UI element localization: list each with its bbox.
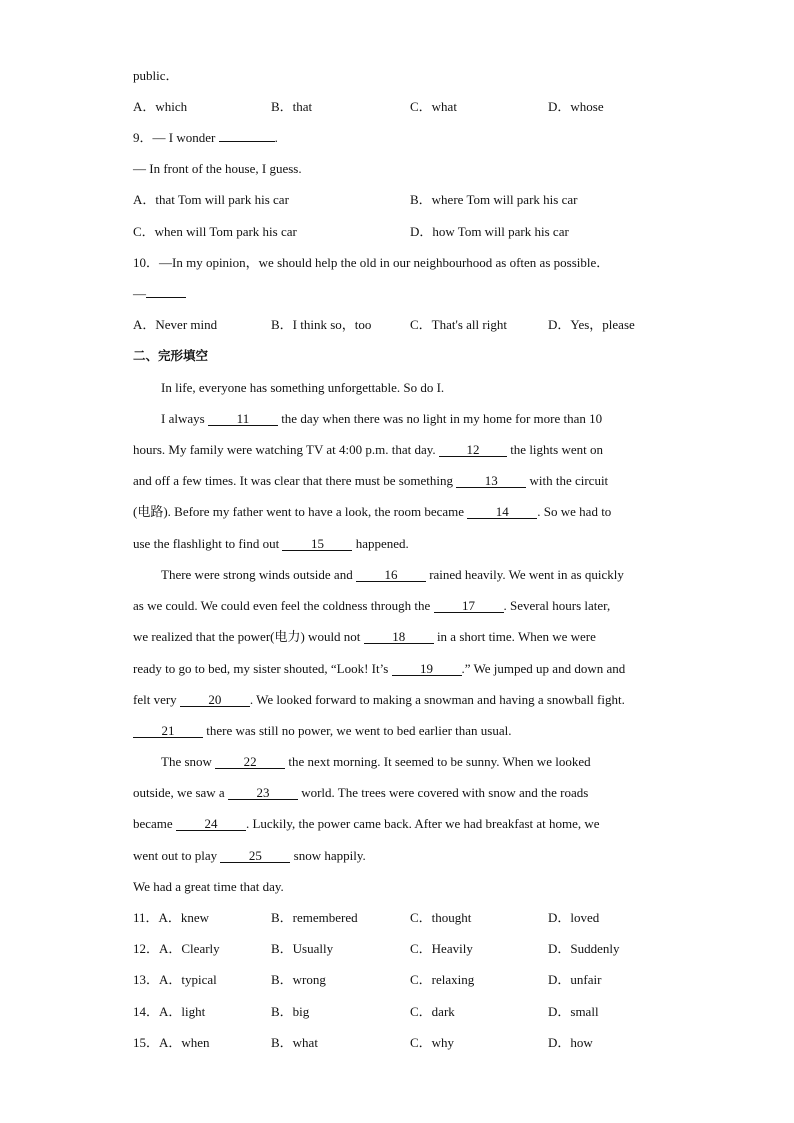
passage-line: became 24 . Luckily, the power came back. After we had breakfast at home, we — [133, 816, 600, 831]
passage-line: The snow 22 the next morning. It seemed to be sunny. When we looked — [161, 754, 591, 769]
q9-option-a[interactable]: A．that Tom will park his car — [133, 192, 289, 207]
q9-option-d[interactable]: D．how Tom will park his car — [410, 224, 569, 239]
q8-stem-tail: public． — [133, 68, 179, 83]
choice-row-12 — [133, 941, 693, 957]
choice-option[interactable]: 12．A．Clearly — [133, 941, 220, 956]
q9-stem: 9．— I wonder . — [133, 130, 278, 145]
section-title-cloze: 二、完形填空 — [133, 348, 209, 363]
choice-option[interactable]: C．Heavily — [410, 941, 473, 956]
q10-option-d[interactable]: D．Yes，please — [548, 317, 635, 332]
passage-line: hours. My family were watching TV at 4:00 p.m. that day. 12 the lights went on — [133, 442, 603, 457]
choice-option[interactable]: D．Suddenly — [548, 941, 620, 956]
cloze-blank-20[interactable]: 20 — [180, 693, 250, 707]
choice-row-11 — [133, 910, 693, 926]
q9-option-c[interactable]: C．when will Tom park his car — [133, 224, 297, 239]
q10-option-c[interactable]: C．That's all right — [410, 317, 507, 332]
cloze-blank-19[interactable]: 19 — [392, 662, 462, 676]
choice-option[interactable]: B．what — [271, 1035, 318, 1050]
choice-option[interactable]: D．small — [548, 1004, 599, 1019]
passage-line: we realized that the power(电力) would not 18 in a short time. When we were — [133, 629, 596, 644]
passage-line: ready to go to bed, my sister shouted, “Look! It’s 19 .” We jumped up and down and — [133, 661, 626, 676]
passage-line: went out to play 25 snow happily. — [133, 848, 366, 863]
q8-option-a[interactable]: A．which — [133, 99, 188, 114]
choice-option[interactable]: C．relaxing — [410, 972, 475, 987]
passage-line: There were strong winds outside and 16 rained heavily. We went in as quickly — [161, 567, 624, 582]
choice-option[interactable]: C．thought — [410, 910, 472, 925]
choice-option[interactable]: D．how — [548, 1035, 593, 1050]
choice-option[interactable]: 13．A．typical — [133, 972, 217, 987]
cloze-blank-25[interactable]: 25 — [220, 849, 290, 863]
passage-line: In life, everyone has something unforgettable. So do I. — [161, 380, 445, 395]
q10-stem: 10．—In my opinion，we should help the old in our neighbourhood as often as possible． — [133, 255, 610, 270]
cloze-blank-21[interactable]: 21 — [133, 724, 203, 738]
passage-line: (电路). Before my father went to have a look, the room became 14 . So we had to — [133, 504, 612, 519]
choice-option[interactable]: B．remembered — [271, 910, 358, 925]
cloze-blank-18[interactable]: 18 — [364, 630, 434, 644]
choice-option[interactable]: D．loved — [548, 910, 600, 925]
passage-line: outside, we saw a 23 world. The trees were covered with snow and the roads — [133, 785, 589, 800]
passage-line: and off a few times. It was clear that there must be something 13 with the circuit — [133, 473, 609, 488]
cloze-blank-15[interactable]: 15 — [282, 537, 352, 551]
passage-line: as we could. We could even feel the coldness through the 17 . Several hours later, — [133, 598, 611, 613]
choice-option[interactable]: D．unfair — [548, 972, 602, 987]
q8-option-c[interactable]: C．what — [410, 99, 457, 114]
q10-reply: — — [133, 286, 186, 302]
q8-options — [133, 99, 693, 115]
cloze-blank-12[interactable]: 12 — [439, 443, 507, 457]
q9-options-row1 — [133, 192, 693, 208]
passage-line: We had a great time that day. — [133, 879, 284, 894]
q9-blank[interactable] — [219, 141, 275, 142]
cloze-blank-13[interactable]: 13 — [456, 474, 526, 488]
passage-line: 21 there was still no power, we went to bed earlier than usual. — [133, 723, 512, 739]
choice-option[interactable]: B．Usually — [271, 941, 334, 956]
choice-option[interactable]: C．why — [410, 1035, 455, 1050]
q9-options-row2 — [133, 224, 693, 240]
passage-line: use the flashlight to find out 15 happened. — [133, 536, 409, 551]
q8-option-b[interactable]: B．that — [271, 99, 313, 114]
cloze-blank-11[interactable]: 11 — [208, 412, 278, 426]
choice-row-14 — [133, 1004, 693, 1020]
choice-row-15 — [133, 1035, 693, 1051]
choice-option[interactable]: 14．A．light — [133, 1004, 206, 1019]
passage-line: I always 11 the day when there was no light in my home for more than 10 — [161, 411, 603, 426]
cloze-blank-17[interactable]: 17 — [434, 599, 504, 613]
cloze-blank-24[interactable]: 24 — [176, 817, 246, 831]
cloze-blank-14[interactable]: 14 — [467, 505, 537, 519]
choice-option[interactable]: B．wrong — [271, 972, 326, 987]
q10-blank[interactable] — [146, 297, 186, 298]
cloze-blank-16[interactable]: 16 — [356, 568, 426, 582]
q8-option-d[interactable]: D．whose — [548, 99, 604, 114]
cloze-blank-23[interactable]: 23 — [228, 786, 298, 800]
q10-options — [133, 317, 693, 333]
q9-option-b[interactable]: B．where Tom will park his car — [410, 192, 578, 207]
q9-answer: — In front of the house, I guess. — [133, 161, 302, 176]
cloze-blank-22[interactable]: 22 — [215, 755, 285, 769]
q10-option-a[interactable]: A．Never mind — [133, 317, 218, 332]
choice-option[interactable]: B．big — [271, 1004, 310, 1019]
choice-option[interactable]: C．dark — [410, 1004, 455, 1019]
passage-line: felt very 20 . We looked forward to making a snowman and having a snowball fight. — [133, 692, 625, 707]
choice-row-13 — [133, 972, 693, 988]
choice-option[interactable]: 15．A．when — [133, 1035, 210, 1050]
q10-option-b[interactable]: B．I think so，too — [271, 317, 372, 332]
choice-option[interactable]: 11．A．knew — [133, 910, 210, 925]
